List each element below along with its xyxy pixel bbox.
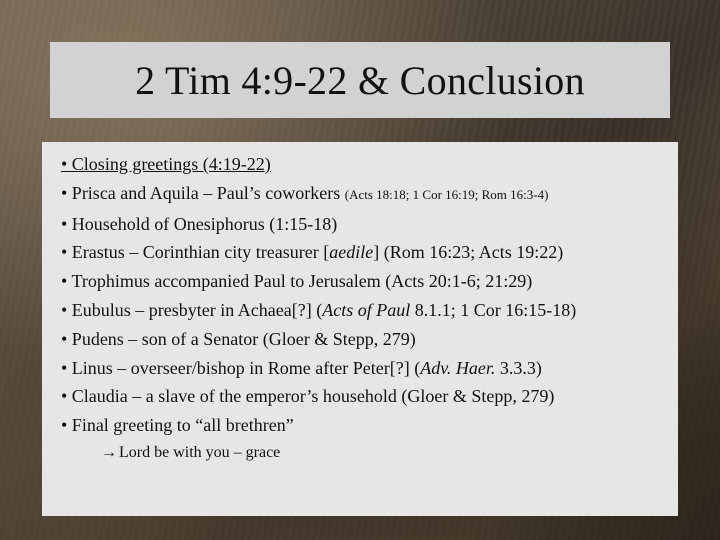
bullet-prisca-aquila [61,179,678,210]
bullet-linus [61,354,678,383]
bullet-text: • Eubulus – presbyter in Achaea[?] ( [61,299,323,320]
bullet-italic: Acts of Paul [322,299,411,320]
title-box [50,42,670,118]
bullet-pudens: • Pudens – son of a Senator (Gloer & Stepp, 279) [61,328,416,349]
bullet-reference: (Acts 18:18; 1 Cor 16:19; Rom 16:3-4) [344,186,549,202]
bullet-onesiphorus: • Household of Onesiphorus (1:15-18) [61,213,338,234]
bullet-claudia: • Claudia – a slave of the emperor’s household (Gloer & Stepp, 279) [61,386,555,407]
bullet-text-end: 8.1.1; 1 Cor 16:15-18) [410,299,577,320]
bullet-text: • Erastus – Corinthian city treasurer [ [61,242,330,263]
bullet-eubulus [61,296,678,325]
bullet-italic: Adv. Haer. [420,357,496,378]
sub-item-text: Lord be with you – grace [119,443,281,461]
right-arrow-icon: → [101,443,117,461]
bullet-trophimus: • Trophimus accompanied Paul to Jerusalem (Acts 20:1-6; 21:29) [61,271,533,292]
bullet-italic: aedile [329,242,374,263]
bullet-erastus [61,238,678,267]
bullet-closing-greetings: • Closing greetings (4:19-22) [61,154,271,174]
bullet-text-end: ] (Rom 16:23; Acts 19:22) [373,242,564,263]
bullet-text: • Prisca and Aquila – Paul’s coworkers [61,182,345,203]
bullet-final-greeting: • Final greeting to “all brethren” [61,415,294,436]
bullet-text-end: 3.3.3) [495,357,542,378]
sub-item-lord-be-with-you [61,440,678,466]
slide-title: 2 Tim 4:9-22 & Conclusion [135,57,585,103]
bullet-text: • Linus – overseer/bishop in Rome after Peter[?] ( [61,357,421,378]
content-box [42,142,678,516]
